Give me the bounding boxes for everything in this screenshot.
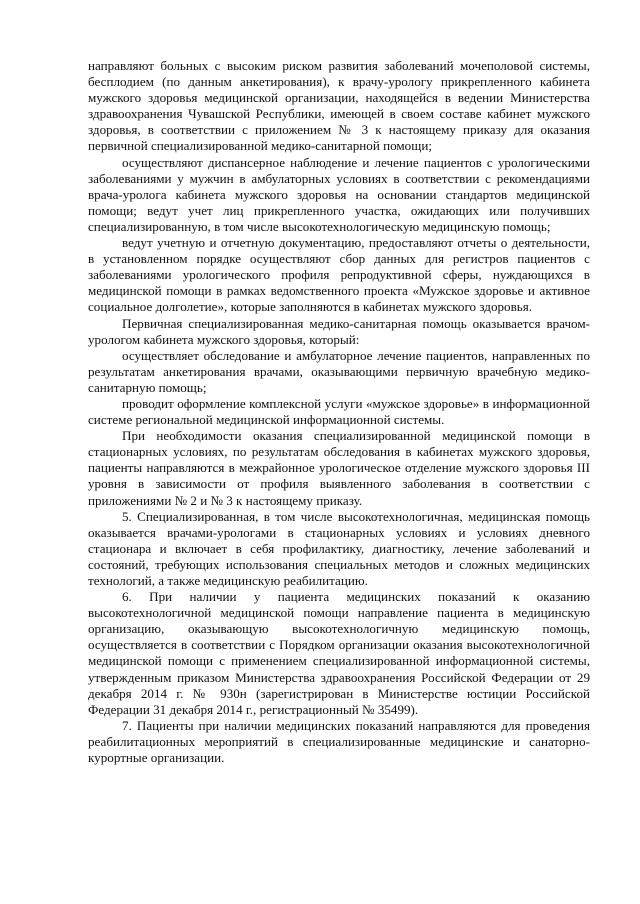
paragraph-dispensary: осуществляют диспансерное наблюдение и лечение пациентов с урологическими заболеваниями у мужчин в амбулаторных условиях в соответствии с рекомендациями врача-уролога кабинета мужского здоровья на основании стандартов медицинской помощи; ведут учет лиц прикрепленного участка, ожидающих или получивших специализированную, в том числе высокотехнологическую медицинскую помощь; bbox=[88, 154, 590, 234]
paragraph-examination: осуществляет обследование и амбулаторное лечение пациентов, направленных по результатам анкетирования врачами, оказывающими первичную врачебную медико-санитарную помощь; bbox=[88, 347, 590, 395]
paragraph-item-5: 5. Специализированная, в том числе высокотехнологичная, медицинская помощь оказывается врачами-урологами в стационарных условиях и условиях дневного стационара и включает в себя профилактику, диагностику, лечение заболеваний и состояний, требующих использования специальных методов и сложных медицинских технологий, а также медицинскую реабилитацию. bbox=[88, 508, 590, 588]
paragraph-item-6: 6. При наличии у пациента медицинских показаний к оказанию высокотехнологичной медицинской помощи направление пациента в медицинскую организацию, оказывающую высокотехнологичную медицинскую помощь, осуществляется в соответствии с Порядком организации оказания высокотехнологичной медицинской помощи с применением специализированной информационной системы, утвержденным приказом Министерства здравоохранения Российской Федерации от 29 декабря 2014 г. № 930н (зарегистрирован в Министерстве юстиции Российской Федерации 31 декабря 2014 г., регистрационный № 35499). bbox=[88, 589, 590, 717]
paragraph-documentation: ведут учетную и отчетную документацию, предоставляют отчеты о деятельности, в установленном порядке осуществляют сбор данных для регистров пациентов с заболеваниями урологического профиля репродуктивной сферы, нуждающихся в медицинской помощи в рамках ведомственного проекта «Мужское здоровье и активное социальное долголетие», которые заполняются в кабинетах мужского здоровья. bbox=[88, 235, 590, 315]
paragraph-inpatient: При необходимости оказания специализированной медицинской помощи в стационарных условиях, по результатам обследования в кабинетах мужского здоровья, пациенты направляются в межрайонное урологическое отделение мужского здоровья III уровня в зависимости от профиля выявленного заболевания в соответствии с приложениями № 2 и № 3 к настоящему приказу. bbox=[88, 428, 590, 508]
paragraph-registration: проводит оформление комплексной услуги «мужское здоровье» в информационной системе региональной медицинской информационной системы. bbox=[88, 395, 590, 428]
paragraph-primary-care: Первичная специализированная медико-санитарная помощь оказывается врачом-урологом кабинета мужского здоровья, который: bbox=[88, 315, 590, 347]
paragraph-referral: направляют больных с высоким риском развития заболеваний мочеполовой системы, бесплодием (по данным анкетирования), к врачу-урологу прикрепленного кабинета мужского здоровья медицинской организации, находящейся в ведении Министерства здравоохранения Чувашской Республики, имеющей в своем составе кабинет мужского здоровья, в соответствии с приложением № 3 к настоящему приказу для оказания первичной специализированной медико-санитарной помощи; bbox=[88, 58, 590, 154]
paragraph-item-7: 7. Пациенты при наличии медицинских показаний направляются для проведения реабилитационных мероприятий в специализированные медицинские и санаторно-курортные организации. bbox=[88, 717, 590, 766]
